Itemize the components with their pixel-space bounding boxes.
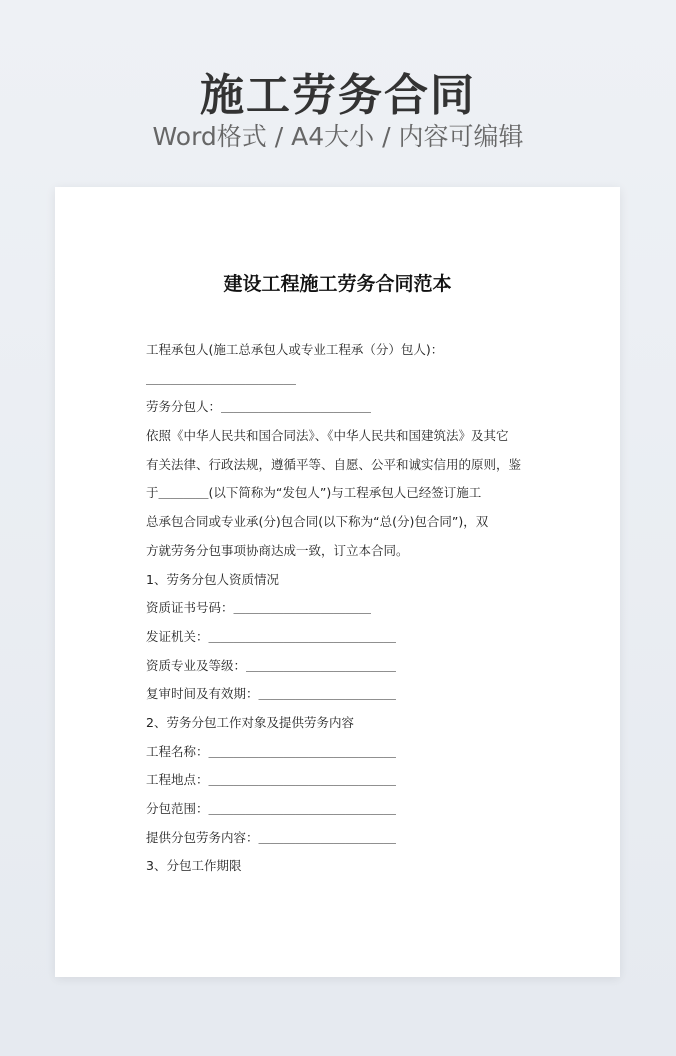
body-line: 资质证书号码：＿＿＿＿＿＿＿＿＿＿＿: [146, 600, 372, 616]
body-line: 方就劳务分包事项协商达成一致，订立本合同。: [146, 542, 409, 558]
body-line: ＿＿＿＿＿＿＿＿＿＿＿＿: [146, 370, 297, 386]
section-heading: 2、劳务分包工作对象及提供劳务内容: [146, 714, 354, 730]
section-heading: 3、分包工作期限: [146, 858, 242, 874]
body-line: 复审时间及有效期：＿＿＿＿＿＿＿＿＿＿＿: [146, 686, 397, 702]
page-title: 施工劳务合同: [200, 70, 476, 121]
body-line: 依照《中华人民共和国合同法》、《中华人民共和国建筑法》及其它: [146, 428, 509, 444]
section-heading: 1、劳务分包人资质情况: [146, 571, 279, 587]
body-line: 资质专业及等级：＿＿＿＿＿＿＿＿＿＿＿＿: [146, 657, 397, 673]
body-line: 分包范围：＿＿＿＿＿＿＿＿＿＿＿＿＿＿＿: [146, 801, 397, 816]
body-line: 有关法律、行政法规，遵循平等、自愿、公平和诚实信用的原则，鉴: [146, 456, 522, 472]
document-title: 建设工程施工劳务合同范本: [223, 273, 452, 295]
body-line: 提供分包劳务内容：＿＿＿＿＿＿＿＿＿＿＿: [146, 829, 397, 845]
document-page: [55, 187, 620, 977]
body-line: 发证机关：＿＿＿＿＿＿＿＿＿＿＿＿＿＿＿: [146, 628, 397, 644]
body-line: 工程承包人(施工总承包人或专业工程承（分）包人)：: [146, 342, 444, 357]
page-subtitle: Word格式 / A4大小 / 内容可编辑: [152, 122, 524, 151]
body-line: 总承包合同或专业承(分)包合同(以下称为“总(分)包合同”)，双: [146, 514, 489, 530]
body-line: 工程名称：＿＿＿＿＿＿＿＿＿＿＿＿＿＿＿: [146, 743, 397, 759]
body-line: 于＿＿＿＿(以下简称为“发包人”)与工程承包人已经签订施工: [146, 485, 482, 501]
body-line: 工程地点：＿＿＿＿＿＿＿＿＿＿＿＿＿＿＿: [146, 772, 397, 788]
body-line: 劳务分包人：＿＿＿＿＿＿＿＿＿＿＿＿: [146, 399, 372, 415]
document-body: [146, 336, 546, 881]
